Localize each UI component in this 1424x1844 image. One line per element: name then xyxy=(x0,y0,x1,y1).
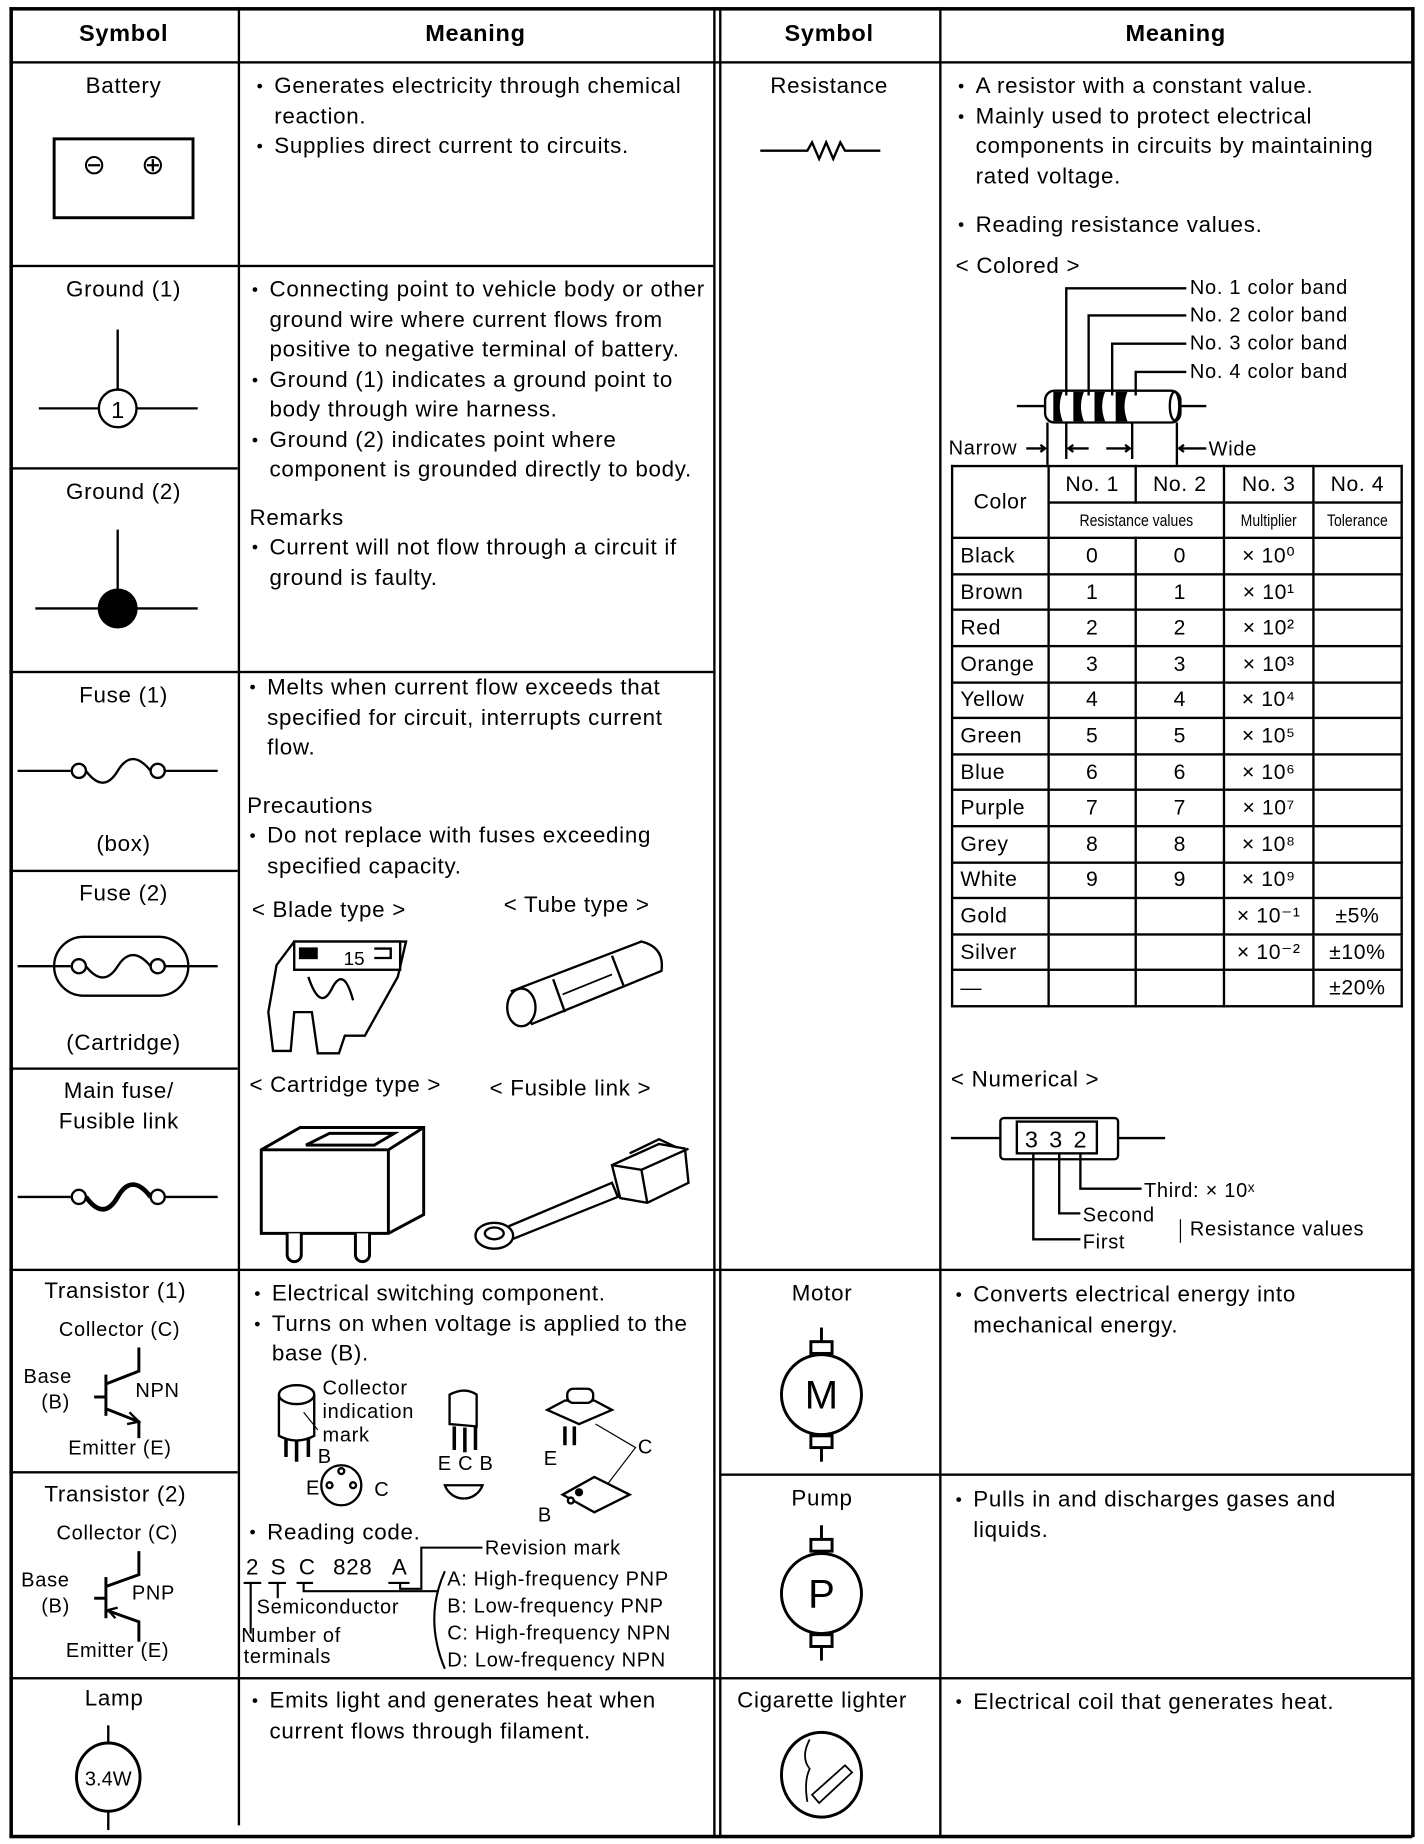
color-name-cell: Green xyxy=(952,718,1049,754)
code-digit: C xyxy=(298,1555,316,1581)
pins-ecb-label: E C B xyxy=(437,1452,494,1475)
value-cell: × 10⁴ xyxy=(1224,682,1313,718)
emitter-label: Emitter (E) xyxy=(68,1436,172,1460)
bullet: • A resistor with a constant value. xyxy=(956,72,1403,102)
column-header: Color xyxy=(952,466,1049,538)
pin-b-label: B xyxy=(537,1504,552,1527)
value-cell: × 10² xyxy=(1224,610,1313,646)
svg-text:3.4W: 3.4W xyxy=(84,1768,132,1791)
value-cell: 3 xyxy=(1136,646,1224,682)
transistor-1-label: Transistor (1) xyxy=(44,1279,187,1305)
column-header: No. 3 xyxy=(1224,466,1313,502)
remarks-title: Remarks xyxy=(249,505,344,531)
colored-title: < Colored > xyxy=(955,254,1081,279)
bullet: • Ground (1) indicates a ground point to body through wire harness. xyxy=(250,365,707,425)
value-cell: 4 xyxy=(1136,682,1224,718)
svg-text:M: M xyxy=(804,1373,839,1418)
pump-label: Pump xyxy=(791,1486,853,1512)
precautions-title: Precautions xyxy=(247,793,374,819)
value-cell: 8 xyxy=(1136,826,1224,862)
svg-text:3 3 2: 3 3 2 xyxy=(1024,1126,1089,1153)
color-name-cell: Purple xyxy=(952,790,1049,826)
value-cell: 2 xyxy=(1136,610,1224,646)
main-fuse-label: Fusible link xyxy=(58,1109,180,1135)
collector-mark-label: Collector xyxy=(322,1376,408,1400)
value-cell: × 10⁰ xyxy=(1224,538,1313,574)
fuse-1-sub: (box) xyxy=(96,832,151,857)
collector-label: Collector (C) xyxy=(58,1318,181,1341)
collector-mark-label: mark xyxy=(322,1424,370,1447)
bullet: • Melts when current flow exceeds that specified for circuit, interrupts current flow. xyxy=(247,673,708,763)
cigarette-lighter-meaning xyxy=(953,1688,1412,1718)
base-label: Base xyxy=(23,1365,72,1388)
value-cell: 5 xyxy=(1049,718,1136,754)
cartridge-type-label: < Cartridge type > xyxy=(249,1073,442,1099)
code-type-item: C: High-frequency NPN xyxy=(447,1621,672,1645)
column-header: No. 2 xyxy=(1136,466,1224,502)
value-cell: 8 xyxy=(1049,826,1136,862)
value-cell: 4 xyxy=(1049,682,1136,718)
revision-mark-label: Revision mark xyxy=(484,1537,621,1560)
color-name-cell: White xyxy=(952,862,1049,898)
code-digit: A xyxy=(391,1555,408,1581)
bullet: • Mainly used to protect electrical components in circuits by maintaining rated voltage. xyxy=(956,102,1403,192)
header-symbol: Symbol xyxy=(78,21,169,48)
cigarette-lighter-label: Cigarette lighter xyxy=(737,1688,907,1714)
value-cell: 9 xyxy=(1049,862,1136,898)
value-cell: ±5% xyxy=(1313,898,1401,934)
column-subheader: Resistance values xyxy=(1062,502,1211,538)
value-cell: × 10⁷ xyxy=(1224,790,1313,826)
base-b-label: (B) xyxy=(41,1594,70,1618)
color-name-cell: Brown xyxy=(952,574,1049,610)
bullet: • Current will not flow through a circuit if ground is faulty. xyxy=(250,533,707,593)
ground-2-label: Ground (2) xyxy=(65,480,182,505)
bullet: • Emits light and generates heat when current flows through filament. xyxy=(250,1686,704,1746)
bullet: • Reading resistance values. xyxy=(956,211,1403,241)
first-label: First xyxy=(1082,1231,1126,1254)
column-header: No. 4 xyxy=(1313,466,1401,502)
base-b-label: (B) xyxy=(41,1391,70,1414)
value-cell: 7 xyxy=(1136,790,1224,826)
resistance-values-label: Resistance values xyxy=(1189,1218,1365,1241)
battery-label: Battery xyxy=(85,74,162,99)
value-cell: 1 xyxy=(1136,574,1224,610)
svg-text:15: 15 xyxy=(343,948,365,970)
color-name-cell: Yellow xyxy=(952,682,1049,718)
pin-e-label: E xyxy=(543,1447,558,1470)
band-label: No. 2 color band xyxy=(1189,303,1348,327)
code-digit: 2 xyxy=(245,1555,260,1581)
value-cell: ±10% xyxy=(1313,934,1401,970)
transistor-2-label: Transistor (2) xyxy=(44,1482,187,1508)
number-of-terminals-label: terminals xyxy=(243,1645,332,1668)
second-label: Second xyxy=(1082,1203,1155,1227)
npn-label: NPN xyxy=(135,1379,180,1402)
svg-text:1: 1 xyxy=(111,396,125,423)
code-digit: 828 xyxy=(333,1555,373,1581)
column-subheader: Tolerance xyxy=(1320,502,1395,538)
band-label: No. 4 color band xyxy=(1189,360,1348,383)
value-cell: 0 xyxy=(1049,538,1136,574)
emitter-label: Emitter (E) xyxy=(65,1639,170,1662)
bullet: • Electrical switching component. xyxy=(252,1279,706,1309)
header-meaning: Meaning xyxy=(1125,21,1226,48)
wide-label: Wide xyxy=(1208,437,1258,461)
value-cell: 7 xyxy=(1049,790,1136,826)
pnp-label: PNP xyxy=(131,1581,176,1605)
value-cell: 6 xyxy=(1136,754,1224,790)
tube-type-label: < Tube type > xyxy=(503,893,650,918)
code-digit: S xyxy=(270,1555,287,1581)
reading-code-title: • Reading code. xyxy=(247,1518,1424,1548)
value-cell: 9 xyxy=(1136,862,1224,898)
pin-c-label: C xyxy=(374,1478,390,1501)
pin-e-label: E xyxy=(305,1477,321,1500)
bullet: • Pulls in and discharges gases and liquids. xyxy=(953,1485,1406,1545)
svg-text:P: P xyxy=(808,1572,835,1617)
value-cell: × 10⁻² xyxy=(1224,934,1313,970)
value-cell: 5 xyxy=(1136,718,1224,754)
bullet: • Turns on when voltage is applied to the base (B). xyxy=(252,1309,706,1369)
bullet: • Connecting point to vehicle body or other ground wire where current flows from positive to negative terminal of battery. xyxy=(250,275,707,365)
bullet: • Converts electrical energy into mechanical energy. xyxy=(953,1280,1406,1340)
pump-meaning xyxy=(953,1485,1406,1545)
value-cell: × 10⁻¹ xyxy=(1224,898,1313,934)
lamp-label: Lamp xyxy=(84,1686,144,1712)
bullet: • Supplies direct current to circuits. xyxy=(254,132,701,162)
bullet: • Do not replace with fuses exceeding specified capacity. xyxy=(247,821,708,881)
base-label: Base xyxy=(21,1568,70,1592)
value-cell: × 10¹ xyxy=(1224,574,1313,610)
band-label: No. 1 color band xyxy=(1189,276,1348,299)
value-cell: × 10⁸ xyxy=(1224,826,1313,862)
semiconductor-label: Semiconductor xyxy=(256,1595,400,1619)
color-name-cell: Grey xyxy=(952,826,1049,862)
svg-text:⊖: ⊖ xyxy=(82,148,106,181)
code-type-item: B: Low-frequency PNP xyxy=(447,1594,664,1618)
value-cell: ±20% xyxy=(1313,970,1401,1006)
motor-label: Motor xyxy=(791,1281,853,1307)
blade-type-label: < Blade type > xyxy=(251,897,406,923)
third-label: Third: × 10ˣ xyxy=(1143,1179,1256,1202)
resistance-label: Resistance xyxy=(770,74,888,99)
code-type-item: D: Low-frequency NPN xyxy=(447,1648,666,1672)
collector-mark-label: indication xyxy=(322,1400,415,1423)
value-cell: 1 xyxy=(1049,574,1136,610)
header-symbol: Symbol xyxy=(784,21,874,48)
fuse-1-label: Fuse (1) xyxy=(79,683,169,709)
fuse-2-label: Fuse (2) xyxy=(79,881,169,907)
color-name-cell: Orange xyxy=(952,646,1049,682)
value-cell: 2 xyxy=(1049,610,1136,646)
code-type-item: A: High-frequency PNP xyxy=(447,1567,669,1590)
color-name-cell: — xyxy=(952,970,1049,1006)
bullet: • Ground (2) indicates point where component is grounded directly to body. xyxy=(250,425,707,485)
color-name-cell: Silver xyxy=(952,934,1049,970)
color-name-cell: Blue xyxy=(952,754,1049,790)
color-name-cell: Red xyxy=(952,610,1049,646)
color-name-cell: Black xyxy=(952,538,1049,574)
narrow-label: Narrow xyxy=(948,436,1018,459)
bullet: • Generates electricity through chemical reaction. xyxy=(254,72,701,132)
ground-1-label: Ground (1) xyxy=(65,277,182,303)
pin-b-label: B xyxy=(317,1445,332,1468)
bullet: • Electrical coil that generates heat. xyxy=(953,1688,1412,1718)
main-fuse-label: Main fuse/ xyxy=(63,1079,174,1104)
numerical-title: < Numerical > xyxy=(950,1067,1100,1093)
value-cell: 0 xyxy=(1136,538,1224,574)
pin-c-label: C xyxy=(637,1435,654,1459)
fusible-link-label: < Fusible link > xyxy=(489,1076,652,1102)
motor-meaning xyxy=(953,1280,1406,1340)
value-cell: 3 xyxy=(1049,646,1136,682)
value-cell: 6 xyxy=(1049,754,1136,790)
value-cell: × 10⁹ xyxy=(1224,862,1313,898)
fuse-2-sub: (Cartridge) xyxy=(66,1030,181,1056)
collector-label: Collector (C) xyxy=(56,1521,178,1545)
value-cell: × 10⁶ xyxy=(1224,754,1313,790)
value-cell: × 10⁵ xyxy=(1224,718,1313,754)
column-header: No. 1 xyxy=(1049,466,1136,502)
number-of-terminals-label: Number of xyxy=(241,1624,342,1647)
band-label: No. 3 color band xyxy=(1189,331,1348,355)
svg-text:⊕: ⊕ xyxy=(141,148,165,181)
column-subheader: Multiplier xyxy=(1231,502,1307,538)
color-name-cell: Gold xyxy=(952,898,1049,934)
header-meaning: Meaning xyxy=(425,21,526,48)
value-cell: × 10³ xyxy=(1224,646,1313,682)
